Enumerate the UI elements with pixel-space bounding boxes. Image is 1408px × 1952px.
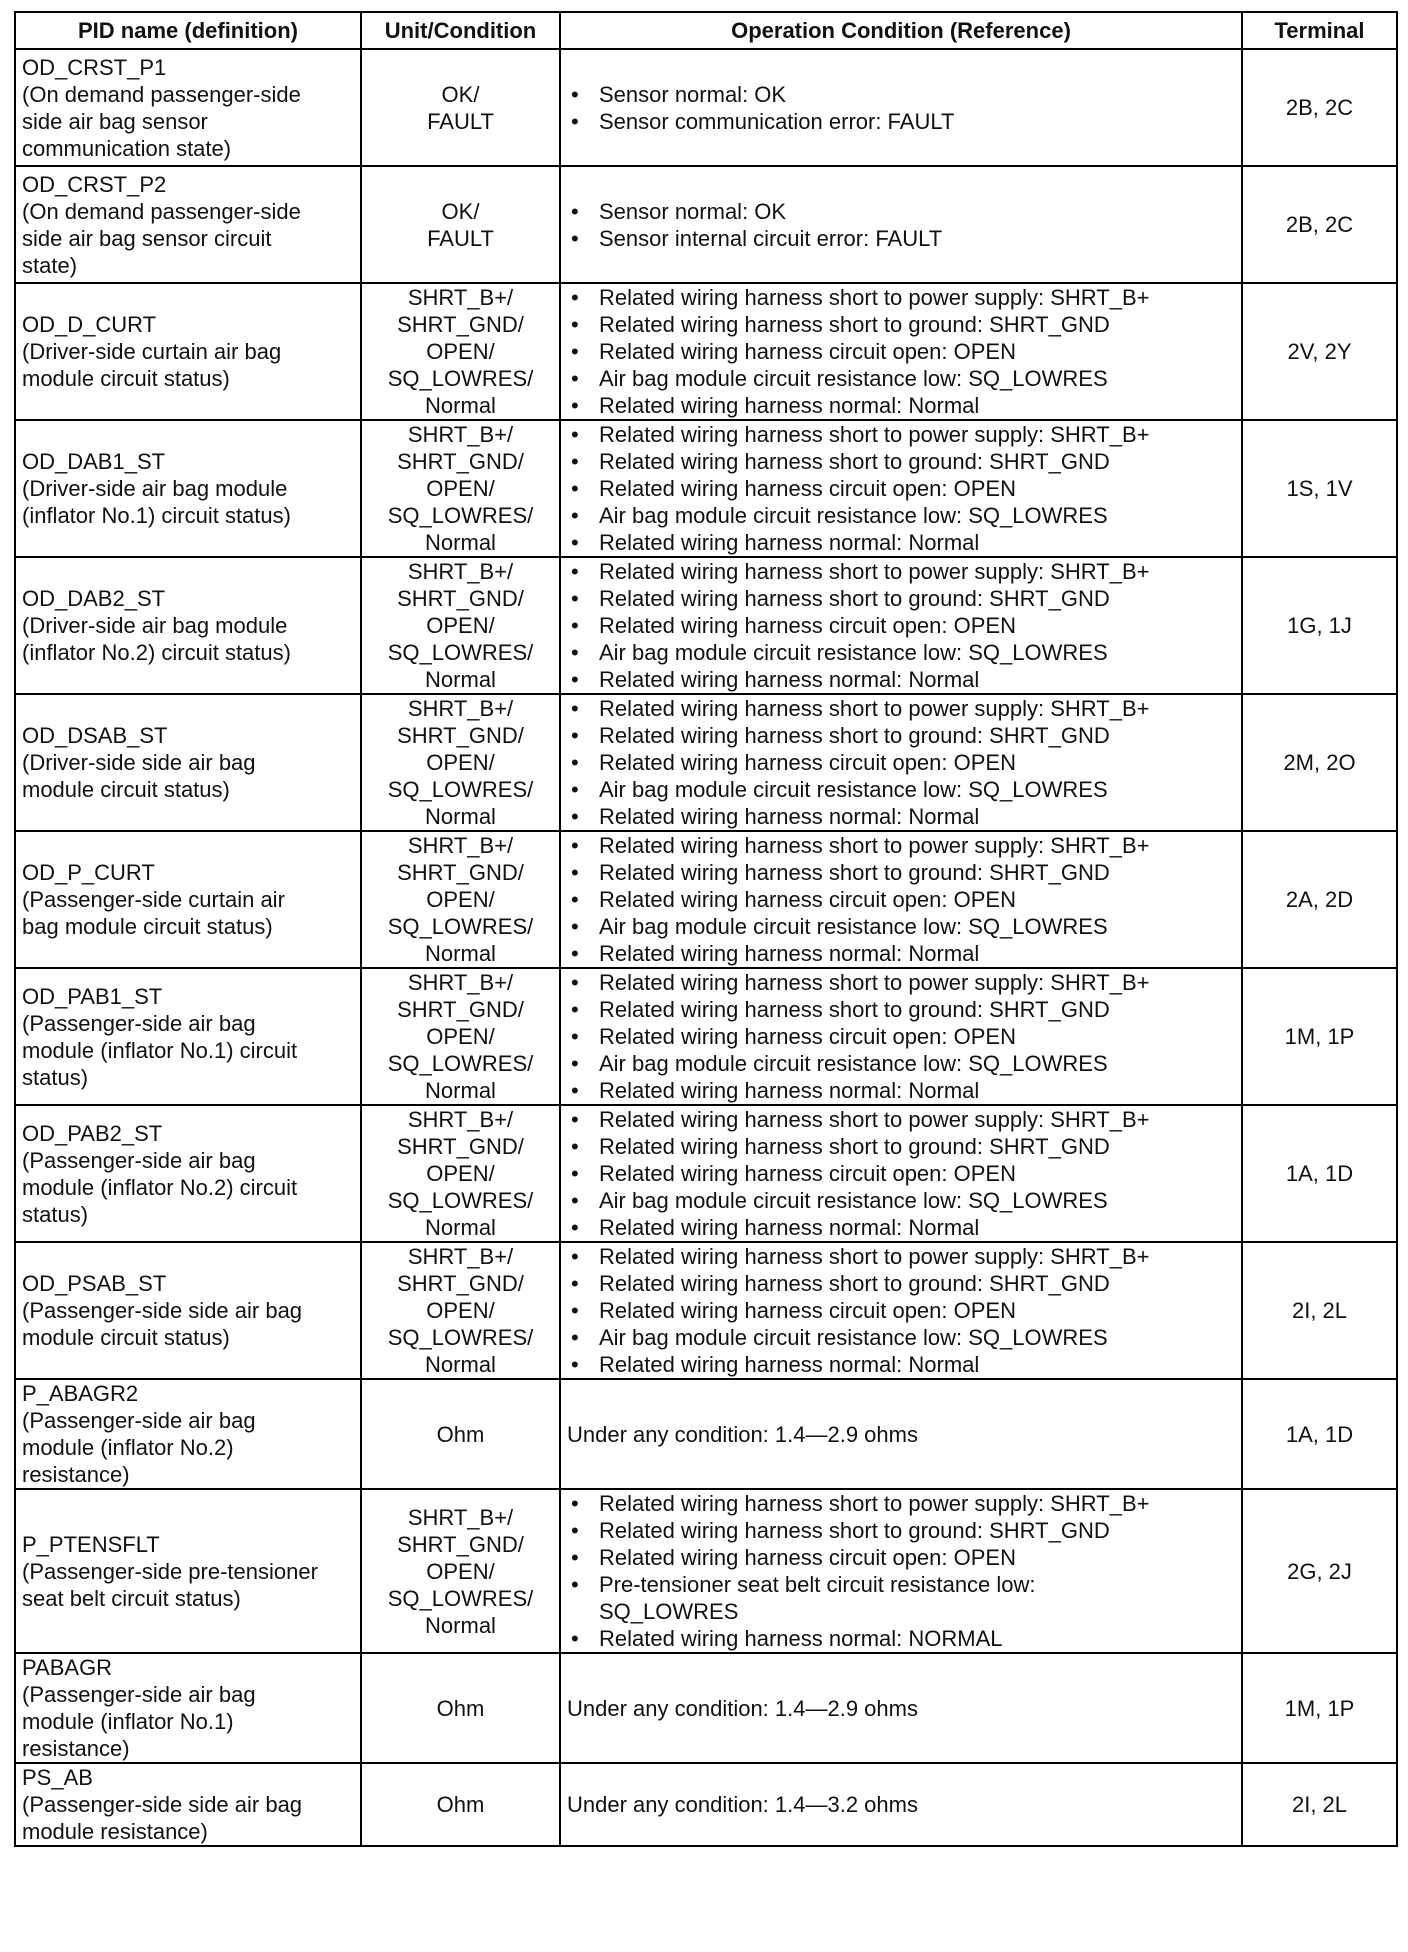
condition-item: • Related wiring harness short to power supply: SHRT_B+ — [567, 284, 1235, 311]
unit-condition-cell: SHRT_B+/ SHRT_GND/ OPEN/ SQ_LOWRES/ Normal — [361, 420, 560, 557]
terminal-cell: 2I, 2L — [1242, 1763, 1397, 1846]
condition-item: • Related wiring harness normal: Normal — [567, 392, 1235, 419]
terminal-cell: 2V, 2Y — [1242, 283, 1397, 420]
condition-list — [567, 284, 1235, 419]
table-row — [15, 49, 1397, 166]
condition-item: • Related wiring harness short to power supply: SHRT_B+ — [567, 832, 1235, 859]
pid-name-cell: OD_P_CURT (Passenger-side curtain air bag module circuit status) — [15, 831, 361, 968]
operation-condition-cell — [560, 420, 1242, 557]
condition-item: • Sensor internal circuit error: FAULT — [567, 225, 1235, 252]
terminal-cell: 2G, 2J — [1242, 1489, 1397, 1653]
condition-item: • Related wiring harness short to ground: SHRT_GND — [567, 996, 1235, 1023]
unit-condition-cell: Ohm — [361, 1763, 560, 1846]
unit-condition-cell: SHRT_B+/ SHRT_GND/ OPEN/ SQ_LOWRES/ Normal — [361, 831, 560, 968]
condition-item: • Related wiring harness normal: Normal — [567, 803, 1235, 830]
operation-condition-cell — [560, 1379, 1242, 1489]
condition-item: • Sensor normal: OK — [567, 198, 1235, 225]
condition-item: • Related wiring harness short to power supply: SHRT_B+ — [567, 558, 1235, 585]
pid-name-cell: OD_PAB1_ST (Passenger-side air bag module (inflator No.1) circuit status) — [15, 968, 361, 1105]
condition-item: • Related wiring harness circuit open: OPEN — [567, 475, 1235, 502]
terminal-cell: 2B, 2C — [1242, 166, 1397, 283]
table-row — [15, 1653, 1397, 1763]
operation-condition-cell — [560, 283, 1242, 420]
table-row — [15, 166, 1397, 283]
table-row — [15, 1489, 1397, 1653]
condition-item: • Related wiring harness short to power supply: SHRT_B+ — [567, 1243, 1235, 1270]
operation-condition-cell — [560, 166, 1242, 283]
operation-condition-cell — [560, 1105, 1242, 1242]
pid-name-cell: PS_AB (Passenger-side side air bag module resistance) — [15, 1763, 361, 1846]
condition-text: Under any condition: 1.4—2.9 ohms — [567, 1695, 918, 1721]
condition-item: • Related wiring harness circuit open: OPEN — [567, 338, 1235, 365]
condition-item: • Air bag module circuit resistance low: SQ_LOWRES — [567, 913, 1235, 940]
condition-text: Under any condition: 1.4—3.2 ohms — [567, 1792, 918, 1817]
table-row — [15, 831, 1397, 968]
pid-name-cell: P_PTENSFLT (Passenger-side pre-tensioner seat belt circuit status) — [15, 1489, 361, 1653]
condition-item: • Related wiring harness circuit open: OPEN — [567, 1023, 1235, 1050]
unit-condition-cell: OK/ FAULT — [361, 166, 560, 283]
operation-condition-cell — [560, 49, 1242, 166]
condition-item: • Related wiring harness circuit open: OPEN — [567, 612, 1235, 639]
pid-table — [14, 11, 1398, 1847]
condition-item: • Related wiring harness circuit open: OPEN — [567, 886, 1235, 913]
table-row — [15, 1105, 1397, 1242]
condition-list — [567, 421, 1235, 556]
condition-item: • Air bag module circuit resistance low: SQ_LOWRES — [567, 1187, 1235, 1214]
header-unit-condition: Unit/Condition — [361, 12, 560, 49]
operation-condition-cell — [560, 831, 1242, 968]
header-operation-condition: Operation Condition (Reference) — [560, 12, 1242, 49]
condition-item: • Sensor normal: OK — [567, 81, 1235, 108]
condition-item: • Air bag module circuit resistance low: SQ_LOWRES — [567, 365, 1235, 392]
operation-condition-cell — [560, 1763, 1242, 1846]
condition-item: • Related wiring harness normal: Normal — [567, 1214, 1235, 1241]
header-pid-name: PID name (definition) — [15, 12, 361, 49]
table-row — [15, 1763, 1397, 1846]
condition-item: • Related wiring harness short to ground: SHRT_GND — [567, 448, 1235, 475]
pid-name-cell: OD_CRST_P1 (On demand passenger-side side air bag sensor communication state) — [15, 49, 361, 166]
terminal-cell: 1G, 1J — [1242, 557, 1397, 694]
condition-item: • Related wiring harness short to power supply: SHRT_B+ — [567, 1106, 1235, 1133]
condition-item: • Air bag module circuit resistance low: SQ_LOWRES — [567, 502, 1235, 529]
terminal-cell: 1M, 1P — [1242, 1653, 1397, 1763]
condition-item: • Related wiring harness short to ground: SHRT_GND — [567, 585, 1235, 612]
terminal-cell: 2M, 2O — [1242, 694, 1397, 831]
operation-condition-cell — [560, 1489, 1242, 1653]
table-body — [15, 49, 1397, 1846]
table-row — [15, 1379, 1397, 1489]
operation-condition-cell — [560, 1242, 1242, 1379]
table-row — [15, 420, 1397, 557]
condition-item: • Related wiring harness normal: NORMAL — [567, 1625, 1235, 1652]
condition-item: • Related wiring harness circuit open: OPEN — [567, 749, 1235, 776]
condition-item: • Related wiring harness short to ground: SHRT_GND — [567, 722, 1235, 749]
terminal-cell: 2A, 2D — [1242, 831, 1397, 968]
operation-condition-cell — [560, 557, 1242, 694]
condition-item: • Related wiring harness short to ground: SHRT_GND — [567, 311, 1235, 338]
unit-condition-cell: SHRT_B+/ SHRT_GND/ OPEN/ SQ_LOWRES/ Normal — [361, 557, 560, 694]
table-header-row — [15, 12, 1397, 49]
condition-item: • Related wiring harness short to power supply: SHRT_B+ — [567, 695, 1235, 722]
pid-name-cell: PABAGR (Passenger-side air bag module (inflator No.1) resistance) — [15, 1653, 361, 1763]
pid-name-cell: P_ABAGR2 (Passenger-side air bag module (inflator No.2) resistance) — [15, 1379, 361, 1489]
condition-item: • Air bag module circuit resistance low: SQ_LOWRES — [567, 1324, 1235, 1351]
table-row — [15, 694, 1397, 831]
condition-item: • Related wiring harness short to ground: SHRT_GND — [567, 1517, 1235, 1544]
pid-name-cell: OD_PAB2_ST (Passenger-side air bag module (inflator No.2) circuit status) — [15, 1105, 361, 1242]
table-row — [15, 1242, 1397, 1379]
condition-item: • Related wiring harness short to power supply: SHRT_B+ — [567, 421, 1235, 448]
condition-item: • Related wiring harness circuit open: OPEN — [567, 1160, 1235, 1187]
operation-condition-cell — [560, 968, 1242, 1105]
condition-item: • Air bag module circuit resistance low: SQ_LOWRES — [567, 1050, 1235, 1077]
unit-condition-cell: SHRT_B+/ SHRT_GND/ OPEN/ SQ_LOWRES/ Normal — [361, 968, 560, 1105]
unit-condition-cell: Ohm — [361, 1379, 560, 1489]
condition-item: • Air bag module circuit resistance low: SQ_LOWRES — [567, 776, 1235, 803]
terminal-cell: 2I, 2L — [1242, 1242, 1397, 1379]
table-row — [15, 283, 1397, 420]
condition-text: Under any condition: 1.4—2.9 ohms — [567, 1421, 918, 1447]
condition-list — [567, 1490, 1235, 1652]
document-page — [14, 11, 1396, 1847]
operation-condition-cell — [560, 1653, 1242, 1763]
terminal-cell: 1M, 1P — [1242, 968, 1397, 1105]
condition-item: • Related wiring harness circuit open: OPEN — [567, 1544, 1235, 1571]
condition-item: • Related wiring harness normal: Normal — [567, 940, 1235, 967]
terminal-cell: 1A, 1D — [1242, 1379, 1397, 1489]
unit-condition-cell: SHRT_B+/ SHRT_GND/ OPEN/ SQ_LOWRES/ Normal — [361, 694, 560, 831]
pid-name-cell: OD_DSAB_ST (Driver-side side air bag module circuit status) — [15, 694, 361, 831]
condition-list — [567, 1106, 1235, 1241]
condition-item: • Related wiring harness short to power supply: SHRT_B+ — [567, 1490, 1235, 1517]
unit-condition-cell: SHRT_B+/ SHRT_GND/ OPEN/ SQ_LOWRES/ Normal — [361, 283, 560, 420]
unit-condition-cell: Ohm — [361, 1653, 560, 1763]
unit-condition-cell: SHRT_B+/ SHRT_GND/ OPEN/ SQ_LOWRES/ Normal — [361, 1489, 560, 1653]
condition-list — [567, 1243, 1235, 1378]
condition-list — [567, 969, 1235, 1104]
pid-name-cell: OD_D_CURT (Driver-side curtain air bag module circuit status) — [15, 283, 361, 420]
terminal-cell: 1S, 1V — [1242, 420, 1397, 557]
header-terminal: Terminal — [1242, 12, 1397, 49]
condition-item: • Related wiring harness normal: Normal — [567, 1351, 1235, 1378]
condition-item: • Sensor communication error: FAULT — [567, 108, 1235, 135]
terminal-cell: 2B, 2C — [1242, 49, 1397, 166]
condition-list — [567, 832, 1235, 967]
unit-condition-cell: OK/ FAULT — [361, 49, 560, 166]
terminal-cell: 1A, 1D — [1242, 1105, 1397, 1242]
condition-item: • Related wiring harness circuit open: OPEN — [567, 1297, 1235, 1324]
pid-name-cell: OD_DAB1_ST (Driver-side air bag module (inflator No.1) circuit status) — [15, 420, 361, 557]
pid-name-cell: OD_DAB2_ST (Driver-side air bag module (inflator No.2) circuit status) — [15, 557, 361, 694]
condition-list — [567, 695, 1235, 830]
condition-list — [567, 81, 1235, 135]
condition-item: • Related wiring harness short to ground: SHRT_GND — [567, 1270, 1235, 1297]
operation-condition-cell — [560, 694, 1242, 831]
pid-name-cell: OD_CRST_P2 (On demand passenger-side side air bag sensor circuit state) — [15, 166, 361, 283]
table-row — [15, 557, 1397, 694]
unit-condition-cell: SHRT_B+/ SHRT_GND/ OPEN/ SQ_LOWRES/ Normal — [361, 1242, 560, 1379]
condition-item: • Air bag module circuit resistance low: SQ_LOWRES — [567, 639, 1235, 666]
condition-item: • Related wiring harness short to ground: SHRT_GND — [567, 1133, 1235, 1160]
pid-name-cell: OD_PSAB_ST (Passenger-side side air bag module circuit status) — [15, 1242, 361, 1379]
condition-item: • Related wiring harness short to ground: SHRT_GND — [567, 859, 1235, 886]
condition-item: • Related wiring harness normal: Normal — [567, 1077, 1235, 1104]
condition-list — [567, 558, 1235, 693]
condition-item: • Related wiring harness normal: Normal — [567, 666, 1235, 693]
unit-condition-cell: SHRT_B+/ SHRT_GND/ OPEN/ SQ_LOWRES/ Normal — [361, 1105, 560, 1242]
condition-item: • Related wiring harness short to power supply: SHRT_B+ — [567, 969, 1235, 996]
table-row — [15, 968, 1397, 1105]
condition-item: • Pre-tensioner seat belt circuit resistance low: SQ_LOWRES — [567, 1571, 1235, 1625]
condition-item: • Related wiring harness normal: Normal — [567, 529, 1235, 556]
condition-list — [567, 198, 1235, 252]
